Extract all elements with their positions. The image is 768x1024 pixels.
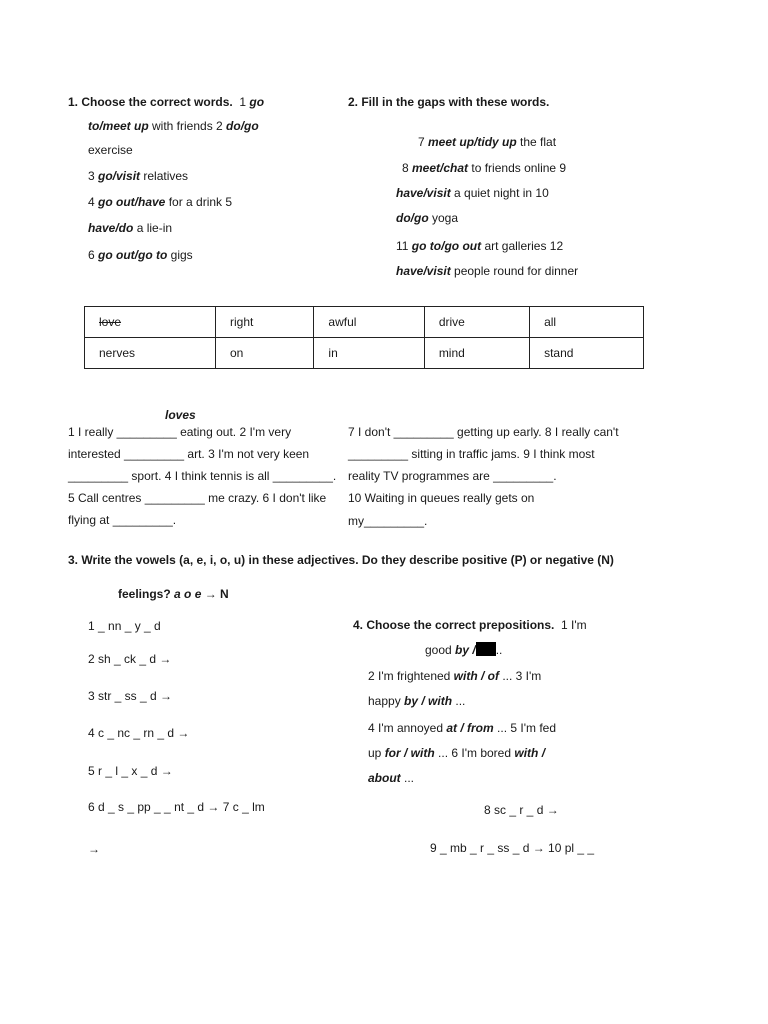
item-number: 1 [239, 95, 247, 109]
gap-sentence-right: reality TV programmes are _________. [348, 469, 557, 483]
table-cell: awful [314, 307, 424, 338]
vowel-item: 8 sc _ r _ d → [484, 803, 559, 817]
crossed-out-word: love [99, 315, 122, 329]
redaction-block [476, 642, 496, 656]
line-text: relatives [140, 169, 189, 183]
option-text: for / with [384, 746, 435, 760]
word-box-table [84, 306, 644, 369]
line-text: yoga [428, 211, 459, 225]
option-text: do/go [396, 211, 429, 225]
table-cell: drive [424, 307, 529, 338]
exercise-4-line-7 [368, 771, 414, 785]
exercise-4-line-3 [368, 669, 541, 683]
option-text: about [368, 771, 401, 785]
table-cell: nerves [85, 338, 216, 369]
line-text: to friends online 9 [468, 161, 567, 175]
option-text: with / of [453, 669, 499, 683]
line-text: people round for dinner [450, 264, 579, 278]
line-text: ... [400, 771, 415, 785]
option-text: go out/have [98, 195, 166, 209]
line-text: ... [452, 694, 466, 708]
gap-sentence-left: _________ sport. 4 I think tennis is all _________. [68, 469, 337, 483]
vowel-item: → [88, 842, 100, 856]
vowel-item: 4 c _ nc _ rn _ d → [88, 726, 190, 740]
option-text: go out/go to [98, 248, 168, 262]
exercise-1-line-3: exercise [88, 143, 133, 157]
option-text: with / [514, 746, 546, 760]
exercise-2-line-5 [396, 239, 563, 253]
exercise-4-line-1 [353, 618, 587, 632]
line-text: feelings? [118, 587, 175, 601]
exercise-2-heading: 2. Fill in the gaps with these words. [348, 95, 550, 109]
line-text: gigs [167, 248, 193, 262]
exercise-2-line-3 [396, 186, 549, 200]
option-text: meet/chat [412, 161, 469, 175]
exercise-4-heading: 4. Choose the correct prepositions. [353, 618, 555, 632]
exercise-4-line-6 [368, 746, 545, 760]
gap-sentence-left: flying at _________. [68, 513, 177, 527]
option-text: to/meet up [88, 119, 149, 133]
line-text: the flat [516, 135, 557, 149]
exercise-2-line-2 [402, 161, 566, 175]
line-text: happy [368, 694, 405, 708]
gap-example-answer: loves [165, 408, 196, 422]
gap-sentence-right: _________ sitting in traffic jams. 9 I think most [348, 447, 595, 461]
line-text: for a drink 5 [165, 195, 233, 209]
exercise-1-line-2 [88, 119, 259, 133]
vowel-item: 3 str _ ss _ d → [88, 689, 173, 703]
exercise-1-line-7 [88, 248, 193, 262]
option-text: by / [455, 643, 476, 657]
option-text: have/visit [396, 186, 451, 200]
table-cell: all [530, 307, 644, 338]
table-cell: mind [424, 338, 529, 369]
exercise-2-line-6 [396, 264, 578, 278]
option-text: have/do [88, 221, 134, 235]
exercise-1-heading: 1. Choose the correct words. [68, 95, 233, 109]
line-text: ... 5 I'm fed [493, 721, 557, 735]
line-text: good [425, 643, 456, 657]
vowel-item: 6 d _ s _ pp _ _ nt _ d → 7 c _ lm [88, 800, 265, 814]
item-number: 11 [396, 239, 412, 253]
line-text: a quiet night in 10 [450, 186, 549, 200]
exercise-4-line-2 [425, 642, 502, 657]
line-text: up [368, 746, 385, 760]
gap-sentence-left: 1 I really _________ eating out. 2 I'm very [68, 425, 292, 439]
table-cell: right [215, 307, 313, 338]
exercise-3-heading: 3. Write the vowels (a, e, i, o, u) in these adjectives. Do they describe positive (P) or negative (N) [68, 553, 614, 567]
item-number: 8 [402, 161, 413, 175]
option-text: meet up/tidy up [428, 135, 517, 149]
line-text: 1 I'm [561, 618, 587, 632]
gap-sentence-left: interested _________ art. 3 I'm not very keen [68, 447, 310, 461]
line-text: with friends 2 [148, 119, 227, 133]
vowel-item: 5 r _ l _ x _ d → [88, 764, 173, 778]
vowel-item: 1 _ nn _ y _ d [88, 619, 161, 633]
table-cell: on [215, 338, 313, 369]
exercise-1-line-5 [88, 195, 232, 209]
exercise-4-line-5 [368, 721, 556, 735]
option-text: go to/go out [411, 239, 482, 253]
vowel-item: 2 sh _ ck _ d → [88, 652, 172, 666]
exercise-2-line-1 [418, 135, 556, 149]
vowel-item: 9 _ mb _ r _ ss _ d → 10 pl _ _ [430, 841, 595, 855]
option-text: go/visit [98, 169, 141, 183]
table-cell [85, 307, 216, 338]
option-text: go [249, 95, 265, 109]
gap-sentence-right: 10 Waiting in queues really gets on [348, 491, 535, 505]
gap-sentence-right: my_________. [348, 514, 428, 528]
line-text: 2 I'm frightened [368, 669, 454, 683]
line-text: → N [201, 587, 229, 601]
line-text: a lie-in [133, 221, 173, 235]
item-number: 7 [418, 135, 429, 149]
exercise-2-line-4 [396, 211, 458, 225]
exercise-1-line-1 [68, 95, 264, 109]
item-number: 4 [88, 195, 99, 209]
table-row [85, 307, 644, 338]
line-text: ... 3 I'm [499, 669, 542, 683]
option-text: do/go [226, 119, 259, 133]
exercise-3-subheading [118, 587, 229, 601]
line-text: .. [495, 643, 503, 657]
item-number: 6 [88, 248, 99, 262]
option-text: by / with [404, 694, 453, 708]
option-text: at / from [446, 721, 494, 735]
table-row [85, 338, 644, 369]
example-answer: a o e [174, 587, 202, 601]
table-cell: stand [530, 338, 644, 369]
gap-sentence-left: 5 Call centres _________ me crazy. 6 I don't like [68, 491, 327, 505]
exercise-1-line-6 [88, 221, 172, 235]
exercise-1-line-4 [88, 169, 188, 183]
gap-sentence-right: 7 I don't _________ getting up early. 8 I really can't [348, 425, 619, 439]
line-text: art galleries 12 [481, 239, 564, 253]
line-text: 4 I'm annoyed [368, 721, 447, 735]
option-text: have/visit [396, 264, 451, 278]
item-number: 3 [88, 169, 99, 183]
exercise-4-line-4 [368, 694, 465, 708]
line-text: ... 6 I'm bored [434, 746, 515, 760]
table-cell: in [314, 338, 424, 369]
